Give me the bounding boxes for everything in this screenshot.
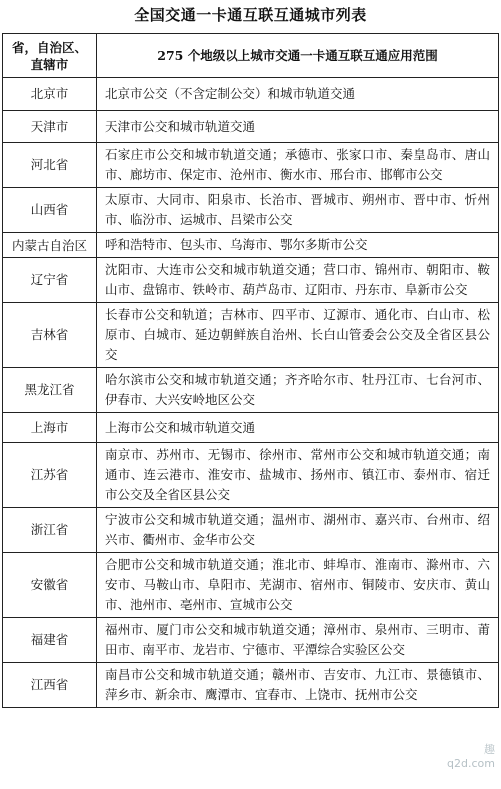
table-row bbox=[3, 508, 499, 553]
cities-cell: 福州市、厦门市公交和城市轨道交通；漳州市、泉州市、三明市、莆田市、南平市、龙岩市、宁德市、平潭综合实验区公交 bbox=[97, 618, 499, 663]
cities-cell: 天津市公交和城市轨道交通 bbox=[97, 111, 499, 143]
region-cell: 江西省 bbox=[3, 663, 97, 708]
table-row bbox=[3, 368, 499, 413]
table-row bbox=[3, 188, 499, 233]
cities-cell: 上海市公交和城市轨道交通 bbox=[97, 413, 499, 443]
table-row bbox=[3, 303, 499, 368]
table-row bbox=[3, 143, 499, 188]
region-cell: 黑龙江省 bbox=[3, 368, 97, 413]
page-title: 全国交通一卡通互联互通城市列表 bbox=[134, 6, 367, 24]
table-row bbox=[3, 111, 499, 143]
region-cell: 浙江省 bbox=[3, 508, 97, 553]
cities-cell: 呼和浩特市、包头市、乌海市、鄂尔多斯市公交 bbox=[97, 233, 499, 258]
cities-cell: 沈阳市、大连市公交和城市轨道交通；营口市、锦州市、朝阳市、鞍山市、盘锦市、铁岭市、葫芦岛市、辽阳市、丹东市、阜新市公交 bbox=[97, 258, 499, 303]
region-cell: 安徽省 bbox=[3, 553, 97, 618]
table-row bbox=[3, 258, 499, 303]
region-cell: 上海市 bbox=[3, 413, 97, 443]
cities-cell: 南昌市公交和城市轨道交通；赣州市、吉安市、九江市、景德镇市、萍乡市、新余市、鹰潭市、宜春市、上饶市、抚州市公交 bbox=[97, 663, 499, 708]
table-row bbox=[3, 618, 499, 663]
table-row bbox=[3, 233, 499, 258]
site-watermark: 趣 q2d.com bbox=[447, 743, 495, 770]
table-row bbox=[3, 443, 499, 508]
cities-cell: 太原市、大同市、阳泉市、长治市、晋城市、朔州市、晋中市、忻州市、临汾市、运城市、吕梁市公交 bbox=[97, 188, 499, 233]
table-header-row bbox=[3, 34, 499, 78]
cities-cell: 石家庄市公交和城市轨道交通；承德市、张家口市、秦皇岛市、唐山市、廊坊市、保定市、沧州市、衡水市、邢台市、邯郸市公交 bbox=[97, 143, 499, 188]
cities-cell: 长春市公交和轨道；吉林市、四平市、辽源市、通化市、白山市、松原市、白城市、延边朝鲜族自治州、长白山管委会公交及全省区县公交 bbox=[97, 303, 499, 368]
region-cell: 北京市 bbox=[3, 78, 97, 111]
table-row bbox=[3, 553, 499, 618]
header-region: 省，自治区、直辖市 bbox=[3, 34, 97, 78]
region-cell: 天津市 bbox=[3, 111, 97, 143]
region-cell: 山西省 bbox=[3, 188, 97, 233]
cities-cell: 合肥市公交和城市轨道交通；淮北市、蚌埠市、淮南市、滁州市、六安市、马鞍山市、阜阳市、芜湖市、宿州市、铜陵市、安庆市、黄山市、池州市、亳州市、宣城市公交 bbox=[97, 553, 499, 618]
region-cell: 江苏省 bbox=[3, 443, 97, 508]
city-table bbox=[2, 33, 499, 708]
cities-cell: 南京市、苏州市、无锡市、徐州市、常州市公交和城市轨道交通；南通市、连云港市、淮安市、盐城市、扬州市、镇江市、泰州市、宿迁市公交及全省区县公交 bbox=[97, 443, 499, 508]
table-row bbox=[3, 413, 499, 443]
region-cell: 吉林省 bbox=[3, 303, 97, 368]
cities-cell: 北京市公交（不含定制公交）和城市轨道交通 bbox=[97, 78, 499, 111]
region-cell: 福建省 bbox=[3, 618, 97, 663]
cities-cell: 宁波市公交和城市轨道交通；温州市、湖州市、嘉兴市、台州市、绍兴市、衢州市、金华市公交 bbox=[97, 508, 499, 553]
region-cell: 内蒙古自治区 bbox=[3, 233, 97, 258]
cities-cell: 哈尔滨市公交和城市轨道交通；齐齐哈尔市、牡丹江市、七台河市、伊春市、大兴安岭地区公交 bbox=[97, 368, 499, 413]
region-cell: 辽宁省 bbox=[3, 258, 97, 303]
header-scope: 275 个地级以上城市交通一卡通互联互通应用范围 bbox=[97, 34, 499, 78]
table-row bbox=[3, 663, 499, 708]
table-row bbox=[3, 78, 499, 111]
region-cell: 河北省 bbox=[3, 143, 97, 188]
